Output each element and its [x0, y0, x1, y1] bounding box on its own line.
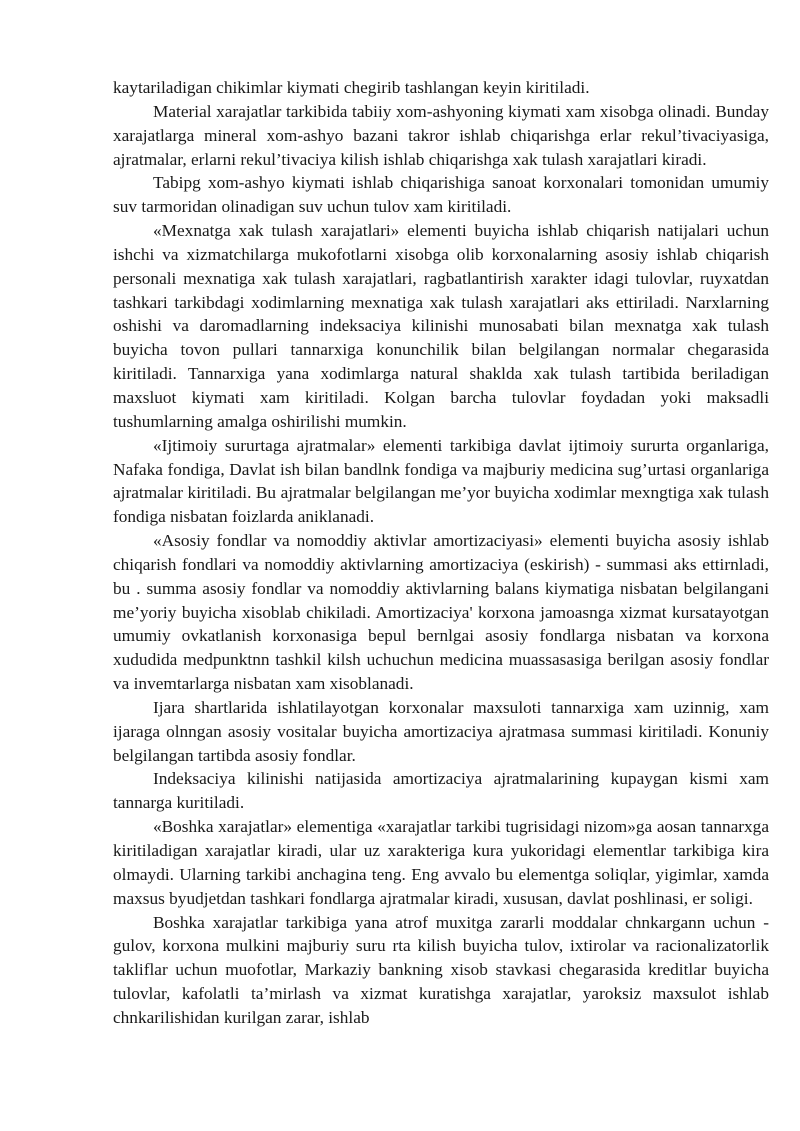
paragraph-other-costs-list: Boshka xarajatlar tarkibiga yana atrof muxitga zararli moddalar chnkargann uchun -gulov, korxona mulkini majburiy suru rta kilish buyicha tulov, ixtirolar va racionalizatorlik takliflar uchun muofotlar, Markaziy bankning xisob stavkasi chegarasida kreditlar buyicha tulovlar, kafolatli ta’mirlash va xizmat kuratishga xarajatlar, yaroksiz maxsulot ishlab chnkarilishidan kurilgan zarar, ishlab [113, 912, 769, 1027]
paragraph-continued: kaytariladigan chikimlar kiymati chegirib tashlangan keyin kiritiladi. [113, 78, 590, 97]
paragraph-labor-costs: «Mexnatga xak tulash xarajatlari» elementi buyicha ishlab chiqarish natijalari uchun ishchi va xizmatchilarga mukofotlarni xisobga olib korxonalarning asosiy ishlab chiqarish personali mexnatiga xak tulash xarajatlari, ragbatlantirish xarakter idagi tulovlar, ruyxatdan tashkari tarkibdagi xodimlarning mexnatiga xak tulash xarajatlari aks ettiriladi. Narxlarning oshishi va daromadlarning indeksaciya kilinishi munosabati bilan mexnatga xak tulash buyicha tovon pullari tannarxiga konunchilik bilan belgilangan normalar chegarasida kiritiladi. Tannarxiga yana xodimlarga natural shaklda xak tulash tartibida beriladigan maxsluot kiymati xam kiritiladi. Kolgan barcha tulovlar foydadan yoki maksadli tushumlarning amalga oshirilishi mumkin. [113, 221, 769, 431]
paragraph-social-insurance: «Ijtimoiy sururtaga ajratmalar» elementi tarkibiga davlat ijtimoiy sururta organlariga, Nafaka fondiga, Davlat ish bilan bandlnk fondiga va majburiy medicina sug’urtasi organlariga ajratmalar kiritiladi. Bu ajratmalar belgilangan me’yor buyicha xodimlar mexngtiga xak tulash fondiga nisbatan foizlarda aniklanadi. [113, 435, 769, 527]
paragraph-other-costs: «Boshka xarajatlar» elementiga «xarajatlar tarkibi tugrisidagi nizom»ga aosan tannarxga kiritiladigan xarajatlar kiradi, ular uz xarakteriga kura yukoridagi elementlar tarkibiga kira olmaydi. Ularning tarkibi anchagina teng. Eng avvalo bu elementga soliqlar, yigimlar, xamda maxsus byudjetdan tashkari fondlarga ajratmalar kiradi, xususan, davlat poshlinasi, er soligi. [113, 817, 769, 908]
paragraph-amortization: «Asosiy fondlar va nomoddiy aktivlar amortizaciyasi» elementi buyicha asosiy ishlab chiqarish fondlari va nomoddiy aktivlarning amortizaciya (eskirish) - summasi aks ettirnladi, bu . summa asosiy fondlar va nomoddiy aktivlarning balans kiymatiga nisbatan belgilangani me’yoriy buyicha xisoblab chikiladi. Amortizaciya' korxona jamoasnga xizmat kursatayotgan umumiy ovkatlanish korxonasiga bepul bernlgai asosiy fondlarga nisbatan va korxona xududida medpunktnn tashkil kilsh uchuchun medicina muassasasiga berilgan asosiy fondlar va invemtarlarga nisbatan xam xisoblanadi. [113, 531, 769, 694]
paragraph-natural-raw-materials: Tabipg xom-ashyo kiymati ishlab chiqarishiga sanoat korxonalari tomonidan umumiy suv tarmoridan olinadigan suv uchun tulov xam kiritiladi. [113, 173, 769, 217]
paragraph-lease: Ijara shartlarida ishlatilayotgan korxonalar maxsuloti tannarxiga xam uzinnig, xam ijaraga olnngan asosiy vositalar buyicha amortizaciya ajratmasa summasi kiritiladi. Konuniy belgilangan tartibda asosiy fondlar. [113, 697, 769, 765]
paragraph-material-costs: Material xarajatlar tarkibida tabiiy xom-ashyoning kiymati xam xisobga olinadi. Bunday xarajatlarga mineral xom-ashyo bazani takror ishlab chiqarishga erlar rekul’tivaciyasiga, ajratmalar, erlarni rekul’tivaciya kilish ishlab chiqarishga xak tulash xarajatlari kiradi. [113, 101, 769, 169]
document-page [113, 76, 769, 1030]
paragraph-indexation: Indeksaciya kilinishi natijasida amortizaciya ajratmalarining kupaygan kismi xam tannarga kuritiladi. [113, 769, 769, 813]
